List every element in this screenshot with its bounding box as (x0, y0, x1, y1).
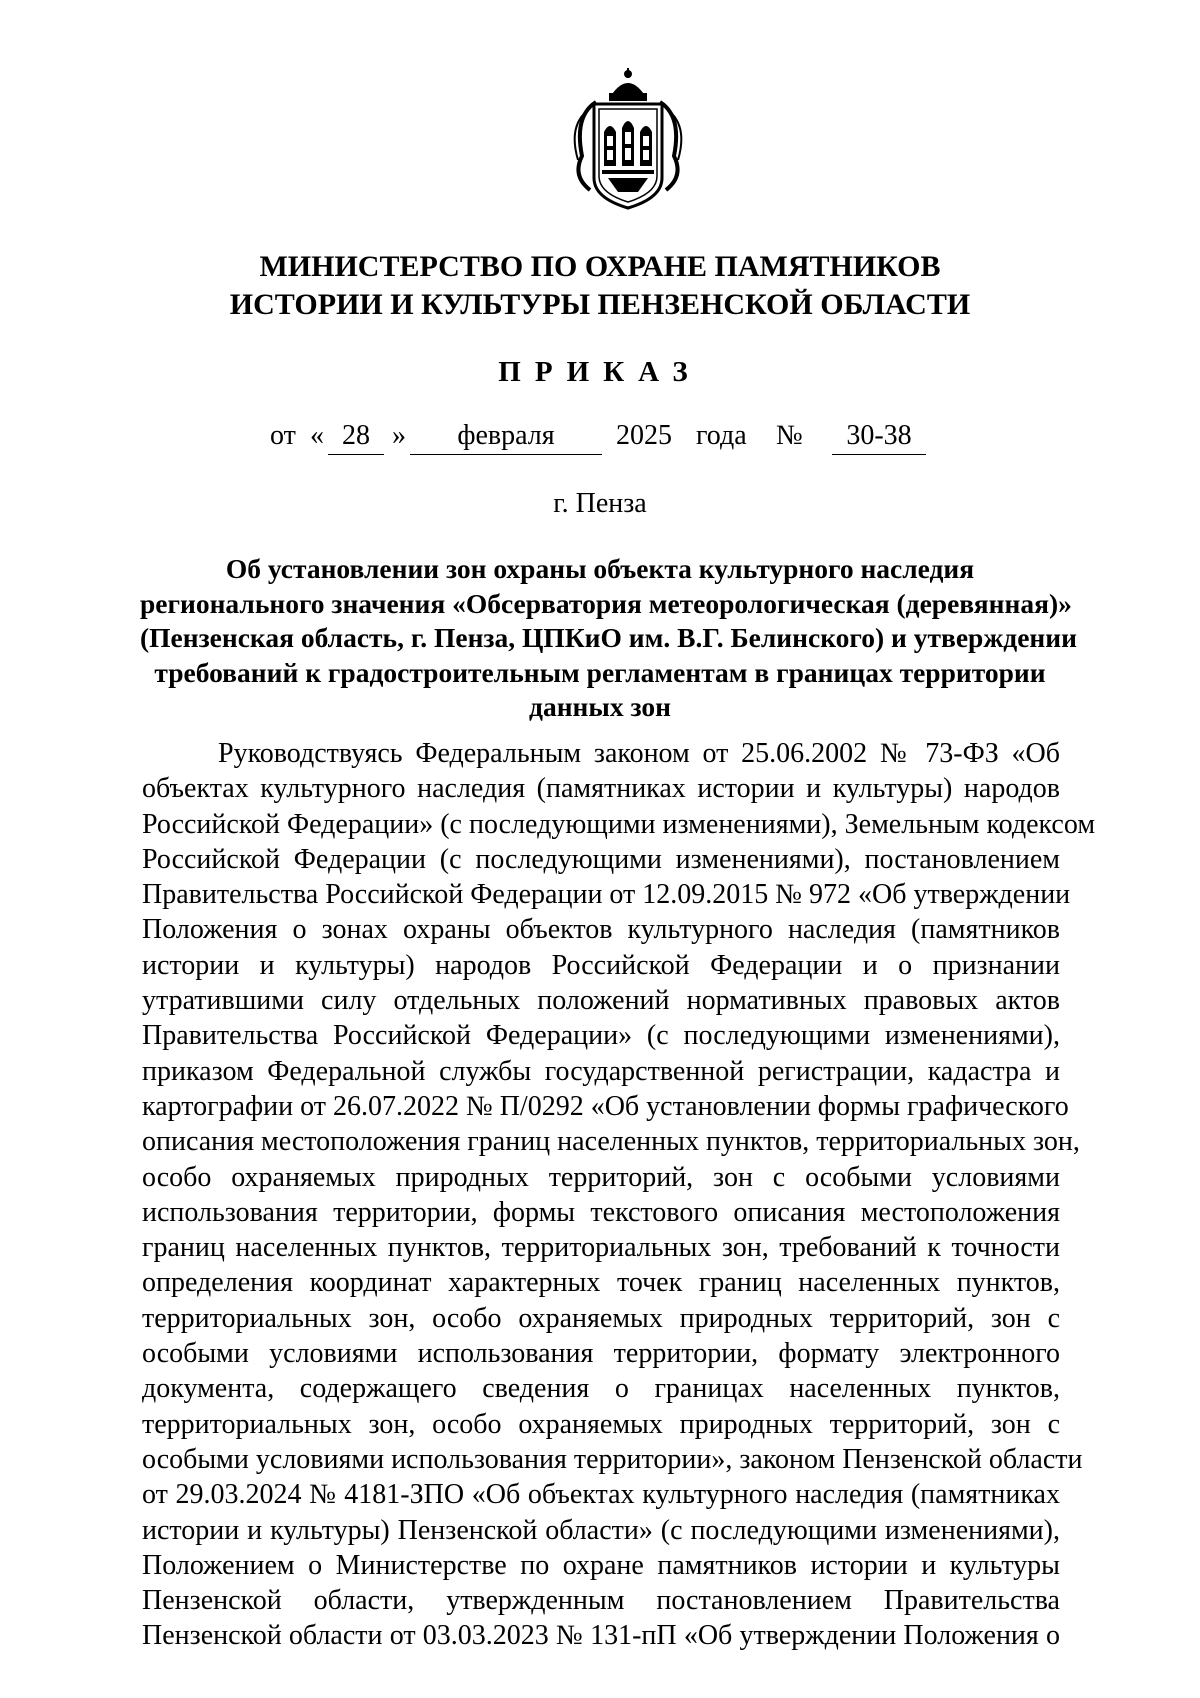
subject-line: (Пензенская область, г. Пенза, ЦПКиО им. В.Г. Белинского) и утверждении (140, 622, 1077, 653)
body-line: истории и культуры) народов Российской Федерации и о признании (142, 949, 1060, 981)
body-line: от 29.03.2024 № 4181-ЗПО «Об объектах культурного наследия (памятниках (142, 1479, 1060, 1511)
year-word: года (696, 420, 747, 451)
body-line: особыми условиями использования территории», законом Пензенской области (142, 1443, 1083, 1475)
body-line: территориальных зон, особо охраняемых природных территорий, зон с (142, 1302, 1060, 1334)
body-line: границ населенных пунктов, территориальных зон, требований к точности (142, 1232, 1060, 1264)
body-line: Положением о Министерстве по охране памятников истории и культуры (142, 1549, 1060, 1581)
body-line: картографии от 26.07.2022 № П/0292 «Об установлении формы графического (142, 1090, 1069, 1122)
body-line: особо охраняемых природных территорий, зон с особыми условиями (142, 1161, 1060, 1193)
subject-line: Об установлении зон охраны объекта культурного наследия (225, 553, 975, 584)
body-line: Правительства Российской Федерации» (с последующими изменениями), (142, 1020, 1060, 1052)
document-type-title: ПРИКАЗ (498, 356, 702, 388)
body-line: истории и культуры) Пензенской области» (с последующими изменениями), (142, 1514, 1060, 1546)
body-line: определения координат характерных точек границ населенных пунктов, (142, 1267, 1060, 1299)
subject-line: регионального значения «Обсерватория метеорологическая (деревянная)» (140, 587, 1072, 619)
order-number-value: 30-38 (832, 418, 926, 455)
coat-of-arms-emblem (568, 66, 688, 216)
body-line: Руководствуясь Федеральным законом от 25.06.2002 № 73-ФЗ «Об (218, 738, 1060, 769)
quote-open: « (310, 420, 324, 451)
body-line: документа, содержащего сведения о границах населенных пунктов, (142, 1373, 1060, 1405)
from-label: от (270, 420, 296, 451)
day-value: 28 (328, 418, 384, 455)
body-line: утратившими силу отдельных положений нормативных правовых актов (142, 985, 1060, 1017)
year-value: 2025 (616, 420, 672, 451)
body-line: использования территории, формы текстового описания местоположения (142, 1196, 1060, 1228)
ministry-name (0, 248, 1200, 324)
city-name: г. Пенза (553, 488, 647, 519)
body-line: особыми условиями использования территории, формату электронного (142, 1338, 1060, 1370)
ministry-name-line-1: МИНИСТЕРСТВО ПО ОХРАНЕ ПАМЯТНИКОВ (259, 250, 941, 283)
subject-line: требований к градостроительным регламентам в границах территории (154, 656, 1046, 688)
body-line: Пензенской области от 03.03.2023 № 131-пП «Об утверждении Положения о (142, 1620, 1060, 1652)
number-sign: № (776, 420, 803, 451)
quote-close: » (392, 420, 406, 451)
ministry-name-line-2: ИСТОРИИ И КУЛЬТУРЫ ПЕНЗЕНСКОЙ ОБЛАСТИ (229, 288, 971, 321)
body-line: объектах культурного наследия (памятниках истории и культуры) народов (142, 773, 1060, 805)
order-subject-heading (140, 552, 1077, 725)
body-line: Правительства Российской Федерации от 12.09.2015 № 972 «Об утверждении (142, 879, 1071, 911)
body-line: приказом Федеральной службы государственной регистрации, кадастра и (142, 1055, 1060, 1087)
month-value: февраля (410, 418, 602, 455)
body-line: Положения о зонах охраны объектов культурного наследия (памятников (142, 914, 1060, 946)
body-line: описания местоположения границ населенных пунктов, территориальных зон, (142, 1126, 1080, 1158)
body-line: Российской Федерации (с последующими изменениями), постановлением (142, 843, 1060, 875)
order-body-paragraph (142, 736, 1096, 1654)
body-line: Российской Федерации» (с последующими изменениями), Земельным кодексом (142, 808, 1096, 840)
body-line: территориальных зон, особо охраняемых природных территорий, зон с (142, 1408, 1060, 1440)
subject-line: данных зон (529, 691, 671, 722)
body-line: Пензенской области, утвержденным постановлением Правительства (142, 1585, 1060, 1617)
